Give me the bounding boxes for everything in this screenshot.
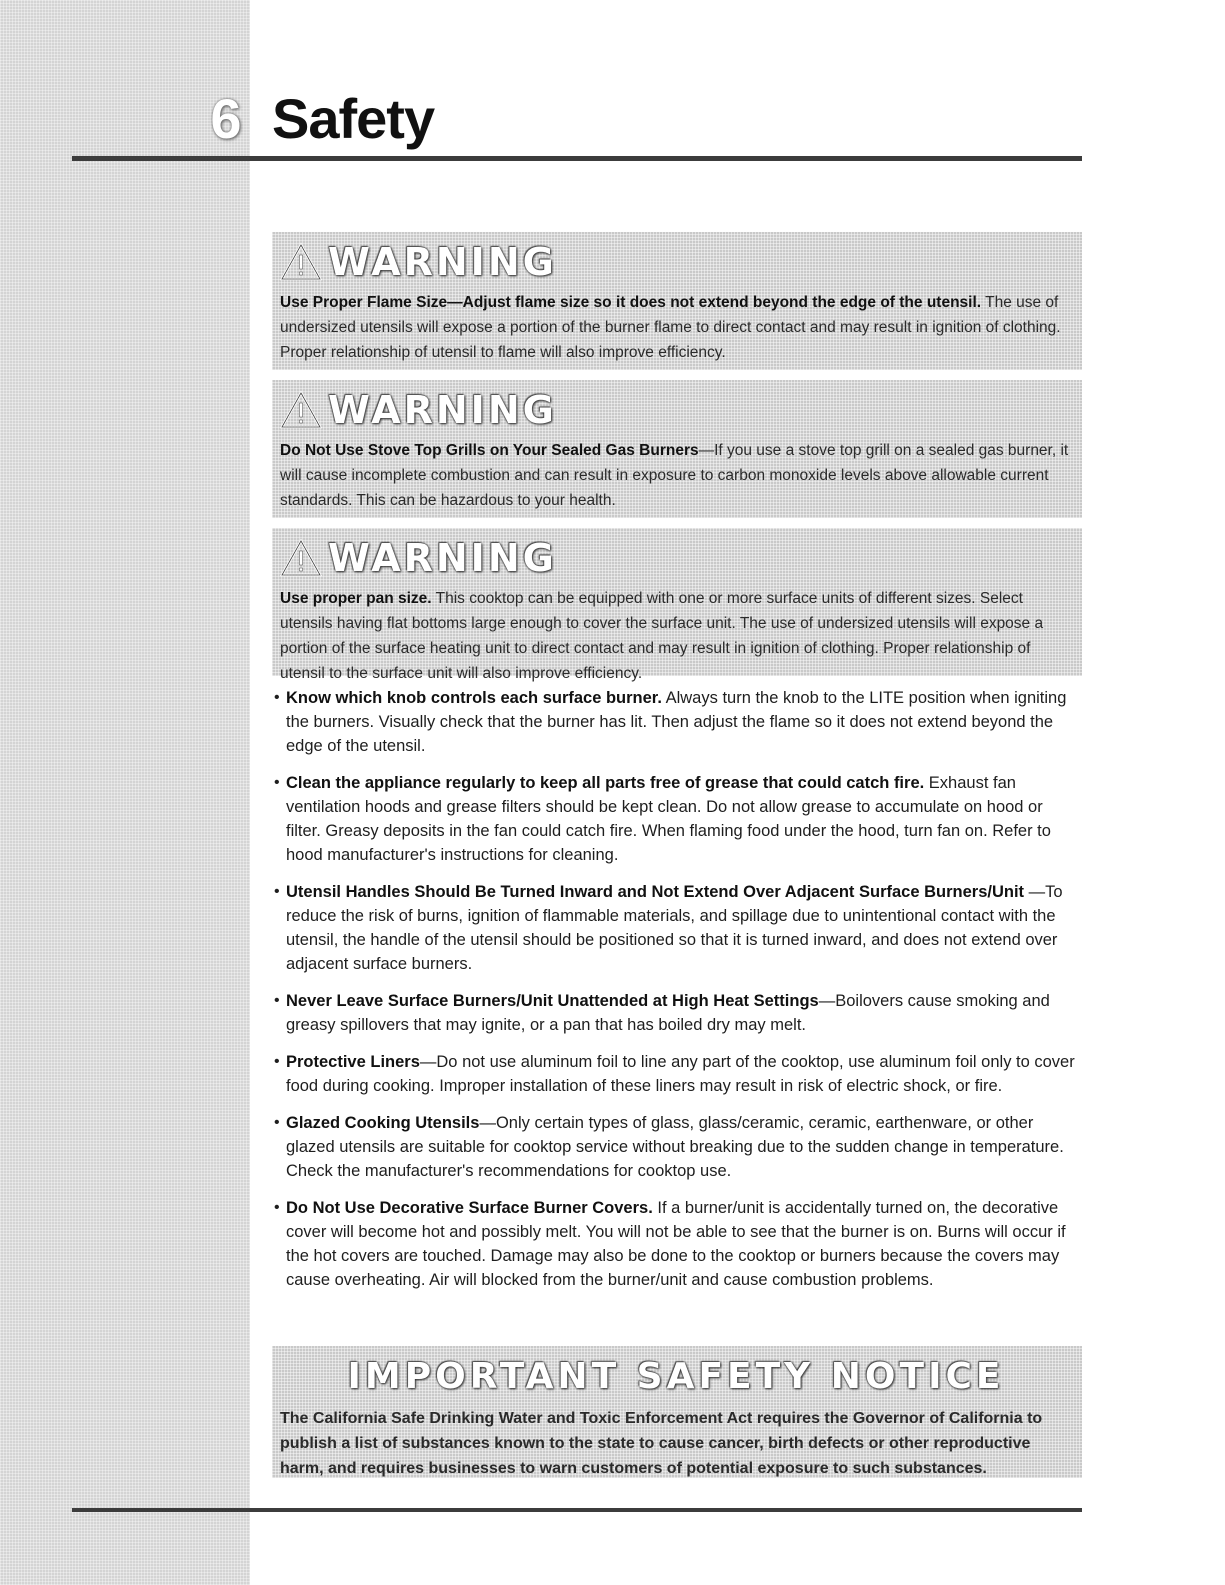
warning-text: The use of undersized utensils will expose a portion of the burner flame to direct contact and may result in ignition of clothing. Proper relationship of utensil to flame will also improve efficiency. xyxy=(280,294,1061,361)
important-safety-notice-box xyxy=(272,1346,1082,1478)
list-item xyxy=(274,1196,1080,1292)
bullet-text: If a burner/unit is accidentally turned on, the decorative cover will become hot and possibly melt. You will not be able to see that the burner is on. Burns will occur if the hot covers are touched. Damage may also be done to the cooktop or burners because the covers may cause overheating. Air will blocked from the burner/unit and cause combustion problems. xyxy=(286,1199,1066,1289)
warning-text: —If you use a stove top grill on a sealed gas burner, it will cause incomplete combustion and can result in exposure to carbon monoxide levels above allowable current standards. This can be hazardous to your health. xyxy=(280,442,1069,509)
page-title: Safety xyxy=(272,87,435,150)
bullet-text: Exhaust fan ventilation hoods and grease filters should be kept clean. Do not allow grease to accumulate on hood or filter. Greasy deposits in the fan could catch fire. When flaming food under the hood, turn fan on. Refer to hood manufacturer's instructions for cleaning. xyxy=(286,774,1051,864)
bullet-lead: Glazed Cooking Utensils xyxy=(286,1114,480,1132)
footer-rule xyxy=(72,1508,1082,1512)
list-item xyxy=(274,1111,1080,1183)
warning-box-pan-size xyxy=(272,528,1082,682)
warning-triangle-icon xyxy=(280,242,322,282)
warning-body xyxy=(280,290,1072,365)
bullet-text: —To reduce the risk of burns, ignition of flammable materials, and spillage due to unintentional contact with the utensil, the handle of the utensil should be positioned so that it is turned inward, and does not extend over adjacent surface burners. xyxy=(286,883,1063,973)
bullet-lead: Never Leave Surface Burners/Unit Unattended at High Heat Settings xyxy=(286,992,819,1010)
list-item xyxy=(274,989,1080,1037)
warning-lead: Use proper pan size. xyxy=(280,590,432,607)
bullet-text: Always turn the knob to the LITE position when igniting the burners. Visually check that the burner has lit. Then adjust the flame so it does not extend beyond the edge of the utensil. xyxy=(286,689,1067,755)
warning-heading-text: WARNING xyxy=(328,536,557,580)
list-item xyxy=(274,771,1080,867)
list-item xyxy=(274,1050,1080,1098)
page-number: 6 xyxy=(210,87,242,150)
bullet-lead: Utensil Handles Should Be Turned Inward and Not Extend Over Adjacent Surface Burners/Unit xyxy=(286,883,1025,901)
notice-body: The California Safe Drinking Water and Toxic Enforcement Act requires the Governor of California to publish a list of substances known to the state to cause cancer, birth defects or other reproductive harm, and requires businesses to warn customers of potential exposure to such substances. xyxy=(280,1410,1043,1477)
bullet-lead: Clean the appliance regularly to keep all parts free of grease that could catch fire. xyxy=(286,774,925,792)
warning-heading-text: WARNING xyxy=(328,388,557,432)
warning-lead: Do Not Use Stove Top Grills on Your Sealed Gas Burners xyxy=(280,442,699,459)
header-rule xyxy=(72,156,1082,161)
side-band xyxy=(0,0,250,1585)
warning-heading xyxy=(280,534,1072,582)
warning-triangle-icon xyxy=(280,390,322,430)
warning-box-flame-size xyxy=(272,232,1082,370)
safety-bullet-list xyxy=(274,686,1080,1305)
warning-heading-text: WARNING xyxy=(328,240,557,284)
warning-body xyxy=(280,586,1072,686)
warning-body xyxy=(280,438,1072,513)
bullet-lead: Do Not Use Decorative Surface Burner Covers. xyxy=(286,1199,653,1217)
warning-lead: Use Proper Flame Size—Adjust flame size so it does not extend beyond the edge of the utensil. xyxy=(280,294,982,311)
warning-heading xyxy=(280,238,1072,286)
list-item xyxy=(274,686,1080,758)
bullet-text: —Only certain types of glass, glass/ceramic, ceramic, earthenware, or other glazed utensils are suitable for cooktop service without breaking due to the sudden change in temperature. Check the manufacturer's recommendations for cooktop use. xyxy=(286,1114,1064,1180)
list-item xyxy=(274,880,1080,976)
bullet-text: —Do not use aluminum foil to line any part of the cooktop, use aluminum foil only to cover food during cooking. Improper installation of these liners may result in risk of electric shock, or fire. xyxy=(286,1053,1075,1095)
warning-box-stove-top-grills xyxy=(272,380,1082,518)
notice-heading: IMPORTANT SAFETY NOTICE xyxy=(347,1356,1005,1397)
bullet-lead: Protective Liners xyxy=(286,1053,420,1071)
warning-text: This cooktop can be equipped with one or more surface units of different sizes. Select utensils having flat bottoms large enough to cover the surface unit. The use of undersized utensils will expose a portion of the surface heating unit to direct contact and may result in ignition of clothing. Proper relationship of utensil to the surface unit will also improve efficiency. xyxy=(280,590,1044,682)
warning-heading xyxy=(280,386,1072,434)
bullet-text: —Boilovers cause smoking and greasy spillovers that may ignite, or a pan that has boiled dry may melt. xyxy=(286,992,1050,1034)
warning-triangle-icon xyxy=(280,538,322,578)
bullet-lead: Know which knob controls each surface burner. xyxy=(286,689,662,707)
